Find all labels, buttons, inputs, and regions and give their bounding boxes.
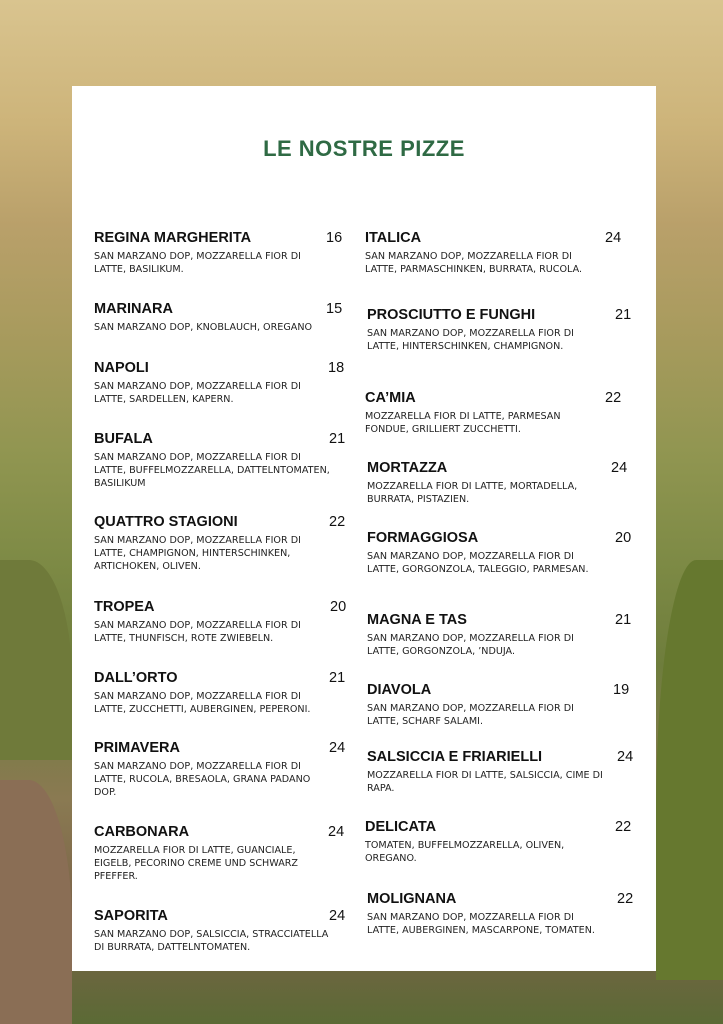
pizza-name: CA’MIA [365, 390, 416, 406]
pizza-price: 22 [329, 514, 346, 530]
menu-item [365, 230, 622, 276]
pizza-ingredients: SAN MARZANO DOP, MOZZARELLA FIOR DI LATTE, RUCOLA, BRESAOLA, GRANA PADANO DOP. [94, 761, 311, 798]
pizza-ingredients: SAN MARZANO DOP, MOZZARELLA FIOR DI LATTE, ZUCCHETTI, AUBERGINEN, PEPERONI. [94, 691, 311, 715]
pizza-name: TROPEA [94, 599, 155, 615]
pizza-price: 16 [326, 230, 343, 246]
pizza-name: DELICATA [365, 819, 437, 835]
pizza-name: NAPOLI [94, 360, 149, 376]
pizza-ingredients: MOZZARELLA FIOR DI LATTE, PARMESAN FONDUE, GRILLIERT ZUCCHETTI. [365, 411, 561, 435]
pizza-name: MOLIGNANA [367, 891, 457, 907]
pizza-name: SAPORITA [94, 908, 168, 924]
menu-item [367, 891, 634, 937]
menu-item [94, 670, 348, 716]
pizza-name: SALSICCIA E FRIARIELLI [367, 749, 543, 765]
pizza-name: BUFALA [94, 431, 153, 447]
pizza-price: 21 [329, 670, 346, 686]
pizza-ingredients: SAN MARZANO DOP, MOZZARELLA FIOR DI LATTE, SARDELLEN, KAPERN. [94, 381, 301, 405]
background-road [0, 780, 72, 1024]
pizza-price: 22 [605, 390, 622, 406]
pizza-price: 15 [326, 301, 343, 317]
pizza-price: 22 [615, 819, 632, 835]
pizza-ingredients: SAN MARZANO DOP, MOZZARELLA FIOR DI LATTE, THUNFISCH, ROTE ZWIEBELN. [94, 620, 301, 644]
pizza-name: DALL’ORTO [94, 670, 178, 686]
pizza-name: CARBONARA [94, 824, 190, 840]
pizza-price: 24 [605, 230, 622, 246]
pizza-name: MORTAZZA [367, 460, 448, 476]
pizza-ingredients: TOMATEN, BUFFELMOZZARELLA, OLIVEN, OREGANO. [365, 840, 565, 864]
pizza-price: 18 [328, 360, 345, 376]
menu-card [72, 86, 656, 971]
pizza-name: ITALICA [365, 230, 422, 246]
pizza-name: PRIMAVERA [94, 740, 180, 756]
pizza-price: 24 [617, 749, 634, 765]
pizza-ingredients: MOZZARELLA FIOR DI LATTE, MORTADELLA, BURRATA, PISTAZIEN. [367, 481, 578, 505]
page-title: LE NOSTRE PIZZE [263, 136, 465, 161]
pizza-price: 24 [328, 824, 345, 840]
pizza-ingredients: SAN MARZANO DOP, MOZZARELLA FIOR DI LATTE, AUBERGINEN, MASCARPONE, TOMATEN. [367, 912, 595, 936]
menu-item [94, 908, 348, 954]
pizza-ingredients: SAN MARZANO DOP, KNOBLAUCH, OREGANO [94, 322, 313, 333]
pizza-name: QUATTRO STAGIONI [94, 514, 238, 530]
pizza-price: 20 [615, 530, 632, 546]
menu-item [94, 301, 348, 334]
pizza-price: 19 [613, 682, 630, 698]
pizza-name: MARINARA [94, 301, 173, 317]
menu-item [94, 431, 348, 490]
background-hill [656, 560, 723, 980]
menu-item [94, 230, 348, 276]
menu-item [367, 682, 630, 728]
menu-item [367, 307, 632, 353]
menu-item [94, 360, 348, 406]
pizza-name: REGINA MARGHERITA [94, 230, 252, 246]
menu-item [367, 749, 634, 795]
pizza-ingredients: MOZZARELLA FIOR DI LATTE, GUANCIALE, EIGELB, PECORINO CREME UND SCHWARZ PFEFFER. [94, 845, 298, 882]
pizza-price: 20 [330, 599, 347, 615]
menu-item [367, 460, 628, 506]
pizza-ingredients: SAN MARZANO DOP, MOZZARELLA FIOR DI LATTE, PARMASCHINKEN, BURRATA, RUCOLA. [365, 251, 583, 275]
menu-item [94, 740, 348, 799]
pizza-ingredients: SAN MARZANO DOP, MOZZARELLA FIOR DI LATTE, BUFFELMOZZARELLA, DATTELNTOMATEN, BASILIKUM [94, 452, 330, 489]
pizza-ingredients: SAN MARZANO DOP, SALSICCIA, STRACCIATELLA DI BURRATA, DATTELNTOMATEN. [94, 929, 329, 953]
pizza-name: PROSCIUTTO E FUNGHI [367, 307, 536, 323]
pizza-ingredients: SAN MARZANO DOP, MOZZARELLA FIOR DI LATTE, SCHARF SALAMI. [367, 703, 574, 727]
pizza-name: FORMAGGIOSA [367, 530, 479, 546]
menu-item [365, 390, 622, 436]
menu-item [367, 530, 632, 576]
pizza-price: 24 [329, 740, 346, 756]
pizza-price: 21 [615, 307, 632, 323]
pizza-name: MAGNA E TAS [367, 612, 467, 628]
pizza-price: 24 [329, 908, 346, 924]
menu-item [94, 599, 348, 645]
pizza-ingredients: SAN MARZANO DOP, MOZZARELLA FIOR DI LATTE, GORGONZOLA, ’NDUJA. [367, 633, 574, 657]
pizza-ingredients: MOZZARELLA FIOR DI LATTE, SALSICCIA, CIME DI RAPA. [367, 770, 603, 794]
pizza-price: 21 [615, 612, 632, 628]
pizza-name: DIAVOLA [367, 682, 432, 698]
pizza-ingredients: SAN MARZANO DOP, MOZZARELLA FIOR DI LATTE, CHAMPIGNON, HINTERSCHINKEN, ARTICHOKEN, OLIVEN. [94, 535, 301, 572]
pizza-price: 21 [329, 431, 346, 447]
pizza-ingredients: SAN MARZANO DOP, MOZZARELLA FIOR DI LATTE, GORGONZOLA, TALEGGIO, PARMESAN. [367, 551, 589, 575]
pizza-ingredients: SAN MARZANO DOP, MOZZARELLA FIOR DI LATTE, HINTERSCHINKEN, CHAMPIGNON. [367, 328, 574, 352]
menu-item [94, 514, 348, 573]
pizza-price: 22 [617, 891, 634, 907]
menu-item [365, 819, 632, 865]
pizza-price: 24 [611, 460, 628, 476]
background-hill [0, 560, 72, 760]
pizza-ingredients: SAN MARZANO DOP, MOZZARELLA FIOR DI LATTE, BASILIKUM. [94, 251, 301, 275]
menu-item [94, 824, 348, 883]
menu-item [367, 612, 632, 658]
